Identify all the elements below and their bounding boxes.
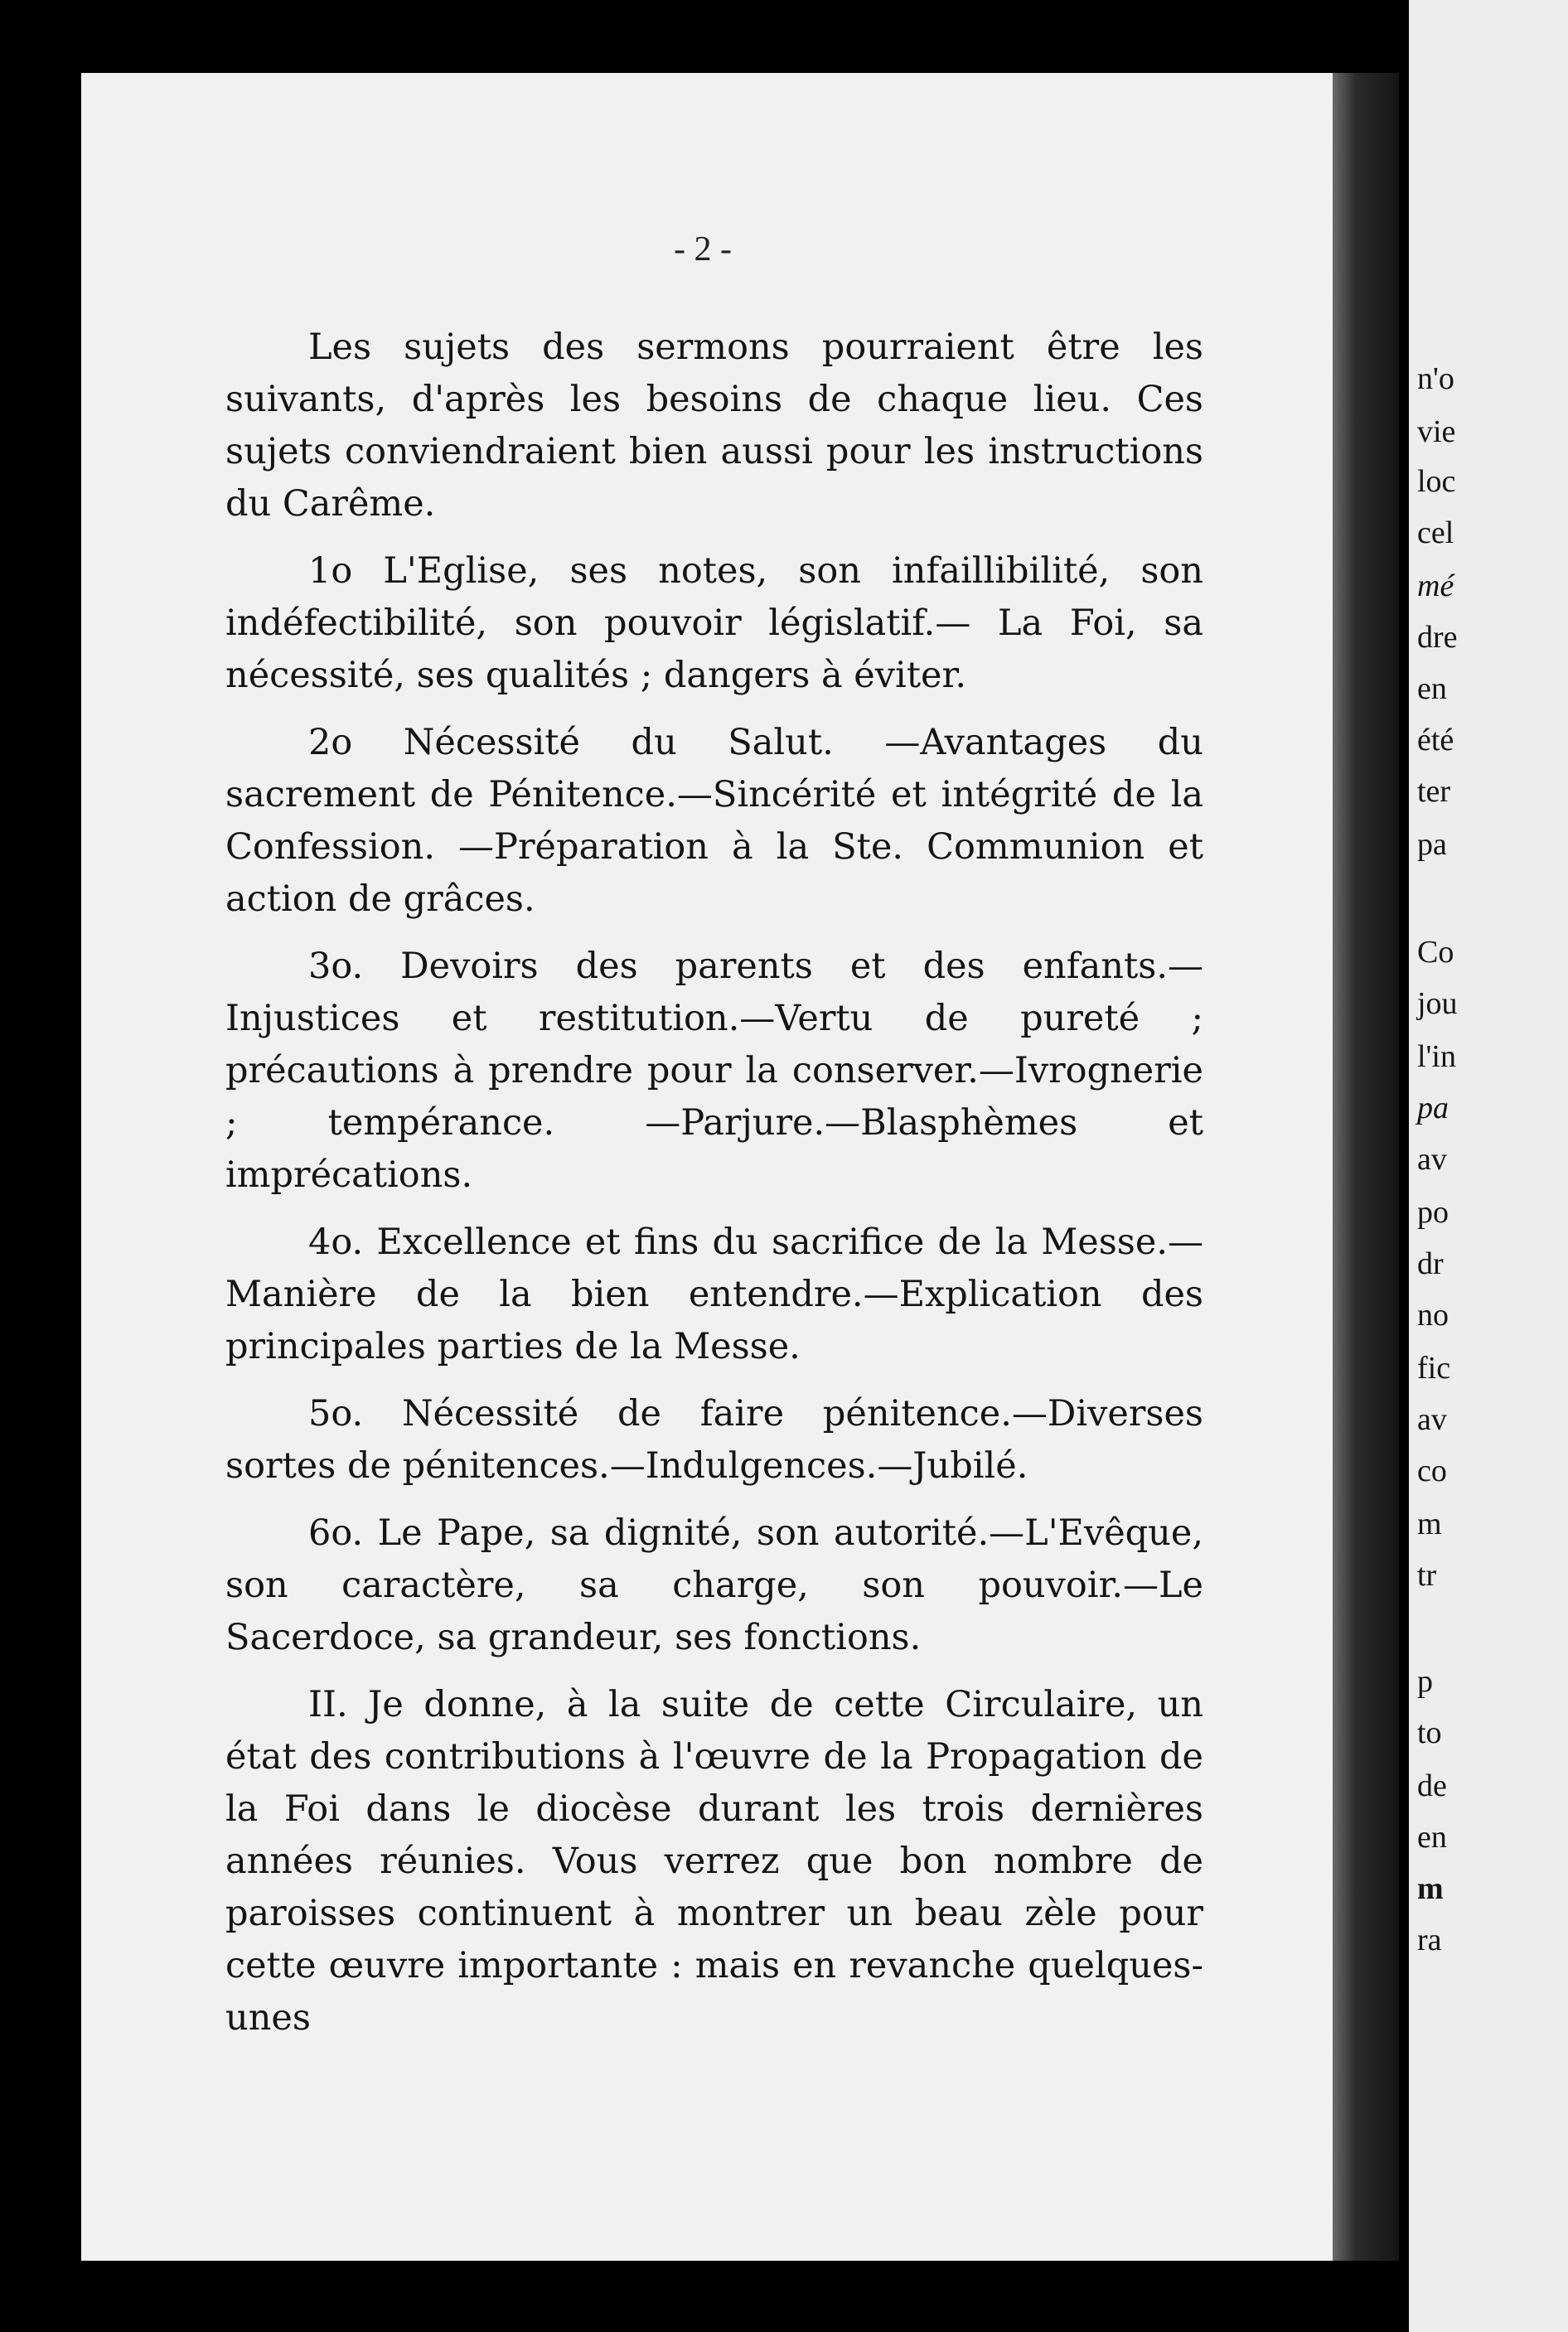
- facing-fragment: Co: [1417, 935, 1454, 970]
- facing-fragment: mé: [1417, 568, 1454, 603]
- paragraph: Les sujets des sermons pourraient être les suivants, d'après les besoins de chaque lieu. Ces sujets conviendraient bien aussi pour les instructions du Carême.: [225, 327, 1203, 525]
- facing-fragment: pa: [1417, 827, 1447, 862]
- facing-fragment: pa: [1417, 1091, 1449, 1125]
- facing-page-edge: [1409, 0, 1568, 2332]
- facing-fragment: en: [1417, 671, 1447, 706]
- facing-fragment: m: [1417, 1507, 1442, 1541]
- facing-fragment: n'o: [1417, 361, 1454, 396]
- paragraph: 2o Nécessité du Salut. —Avantages du sacrement de Pénitence.—Sincérité et intégrité de la Confession. —Préparation à la Ste. Communion et action de grâces.: [225, 722, 1203, 920]
- facing-fragment: en: [1417, 1820, 1447, 1855]
- facing-fragment: l'in: [1417, 1039, 1456, 1074]
- facing-fragment: de: [1417, 1768, 1447, 1803]
- paragraph: 6o. Le Pape, sa dignité, son autorité.—L'Evêque, son caractère, sa charge, son pouvoir.—Le Sacerdoce, sa grandeur, ses fonctions.: [225, 1512, 1203, 1658]
- facing-fragment: av: [1417, 1402, 1447, 1437]
- facing-fragment: jou: [1417, 986, 1458, 1021]
- facing-fragment: loc: [1417, 464, 1456, 499]
- facing-fragment: m: [1417, 1871, 1444, 1906]
- paragraph: 4o. Excellence et fins du sacrifice de la Messe.— Manière de la bien entendre.—Explication des principales parties de la Messe.: [225, 1222, 1203, 1367]
- facing-fragment: tr: [1417, 1558, 1437, 1593]
- facing-fragment: été: [1417, 723, 1454, 757]
- facing-fragment: cel: [1417, 515, 1454, 550]
- facing-fragment: vie: [1417, 414, 1456, 449]
- facing-fragment: dr: [1417, 1246, 1444, 1281]
- facing-fragment: no: [1417, 1298, 1449, 1333]
- facing-fragment: fic: [1417, 1351, 1451, 1386]
- facing-fragment: ra: [1417, 1923, 1442, 1957]
- paragraph: II. Je donne, à la suite de cette Circulaire, un état des contributions à l'œuvre de la Propagation de la Foi dans le diocèse durant les trois dernières années réunies. Vous verrez que bon nombre de paroisses continuent à montrer un beau zèle pour cette œuvre importante : mais en revanche quelques-unes: [225, 1684, 1203, 2039]
- facing-fragment: co: [1417, 1454, 1447, 1488]
- paragraph: 5o. Nécessité de faire pénitence.—Diverses sortes de pénitences.—Indulgences.—Jubilé.: [225, 1393, 1203, 1487]
- paragraph: 1o L'Eglise, ses notes, son infaillibilité, son indéfectibilité, son pouvoir législatif.— La Foi, sa nécessité, ses qualités ; dangers à éviter.: [225, 550, 1203, 696]
- page-number: - 2 -: [674, 230, 732, 269]
- book-gutter: [1333, 73, 1399, 2261]
- body-text: [225, 322, 1203, 2044]
- facing-fragment: to: [1417, 1715, 1442, 1750]
- facing-fragment: av: [1417, 1142, 1447, 1177]
- facing-fragment: po: [1417, 1195, 1449, 1230]
- facing-fragment: p: [1417, 1664, 1433, 1699]
- facing-fragment: dre: [1417, 620, 1458, 655]
- facing-fragment: ter: [1417, 774, 1451, 809]
- paragraph: 3o. Devoirs des parents et des enfants.—Injustices et restitution.—Vertu de pureté ; précautions à prendre pour la conserver.—Ivrognerie ; tempérance. —Parjure.—Blasphèmes et imprécations.: [225, 946, 1203, 1196]
